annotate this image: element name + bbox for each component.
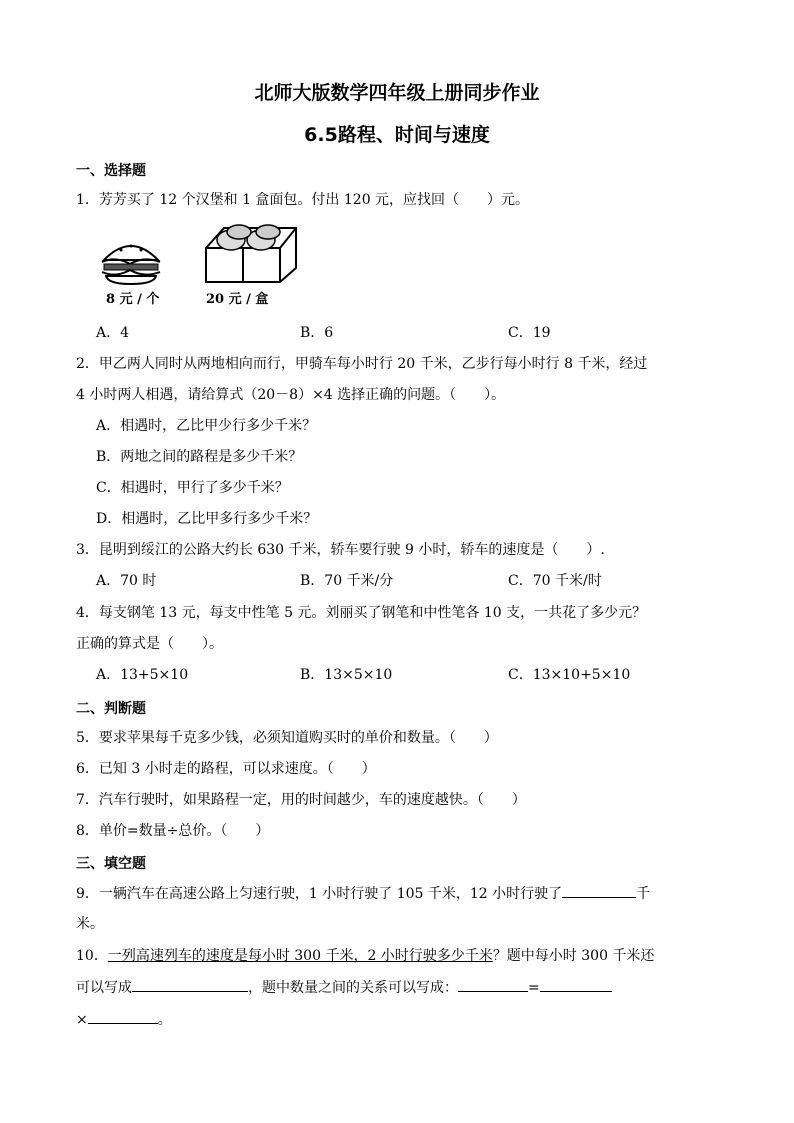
q1-option-c[interactable]: C．19 [508,325,551,341]
q3-option-a[interactable]: A．70 时 [96,573,157,589]
q10-blank-2[interactable] [458,977,528,992]
q4-option-a[interactable]: A．13+5×10 [96,667,189,683]
q4-option-b[interactable]: B．13×5×10 [300,667,393,683]
page-title: 北师大版数学四年级上册同步作业 [254,82,540,104]
q2-option-c[interactable]: C．相遇时，甲行了多少千米？ [96,480,289,496]
question-2-line-1: 2．甲乙两人同时从两地相向而行，甲骑车每小时行 20 千米，乙步行每小时行 8 千米，经过 [76,356,648,372]
q1-option-b[interactable]: B．6 [300,325,334,341]
q10-number: 10． [76,948,108,964]
question-5: 5．要求苹果每千克多少钱，必须知道购买时的单价和数量。（ ） [76,730,498,746]
question-10-line-2 [76,977,612,998]
question-7: 7．汽车行驶时，如果路程一定，用的时间越少，车的速度越快。（ ） [76,792,526,808]
q10-blank-4[interactable] [88,1009,158,1024]
q3-option-c[interactable]: C．70 千米/时 [508,573,602,589]
q10-text-b: ，题中数量之间的关系可以写成： [248,980,458,996]
q1-illustration [96,220,306,310]
bread-price-label: 20 元 / 盒 [206,292,269,307]
question-4-line-1: 4．每支钢笔 13 元，每支中性笔 5 元。刘丽买了钢笔和中性笔各 10 支，一共花了多少元？ [76,605,647,621]
q10-equals: = [528,980,540,996]
question-9-line-2: 米。 [76,916,104,932]
question-4-line-2: 正确的算式是（ ）。 [76,636,223,652]
q1-option-a[interactable]: A．4 [96,325,130,341]
section-fill: 三、填空题 [76,856,146,872]
page-subtitle: 6.5路程、时间与速度 [304,124,490,146]
burger-icon [102,245,160,285]
section-judge: 二、判断题 [76,701,146,717]
q10-times: × [76,1012,88,1028]
q10-text-rest: ？题中每小时 300 千米还 [492,948,655,964]
q3-option-b[interactable]: B．70 千米/分 [300,573,394,589]
q2-option-a[interactable]: A．相遇时，乙比甲少行多少千米？ [96,418,317,434]
question-10-line-1 [76,946,654,966]
q2-option-d[interactable]: D．相遇时，乙比甲多行多少千米？ [96,511,318,527]
q10-underlined-text: 一列高速列车的速度是每小时 300 千米，2 小时行驶多少千米 [107,948,493,964]
q10-text-a: 可以写成 [76,980,132,996]
question-2-line-2: 4 小时两人相遇，请给算式（20－8）×4 选择正确的问题。（ ）。 [76,387,506,403]
q10-blank-1[interactable] [132,977,248,992]
question-6: 6．已知 3 小时走的路程，可以求速度。（ ） [76,761,376,777]
q2-option-b[interactable]: B．两地之间的路程是多少千米？ [96,449,303,465]
q9-text: 9．一辆汽车在高速公路上匀速行驶，1 小时行驶了 105 千米，12 小时行驶了 [76,886,563,902]
q10-end: 。 [157,1012,172,1028]
q9-answer-blank[interactable] [562,883,636,898]
question-3: 3．昆明到绥江的公路大约长 630 千米，轿车要行驶 9 小时，轿车的速度是（ ）. [76,542,605,558]
question-10-line-3 [76,1009,172,1030]
q4-option-c[interactable]: C．13×10+5×10 [508,667,631,683]
bread-box-icon [206,225,296,282]
question-1: 1．芳芳买了 12 个汉堡和 1 盒面包。付出 120 元，应找回（ ）元。 [76,192,530,208]
q10-blank-3[interactable] [540,977,612,992]
question-9-line-1 [76,883,650,904]
q9-unit: 千 [636,886,651,902]
section-choice: 一、选择题 [76,163,146,179]
question-8: 8．单价=数量÷总价。（ ） [76,823,270,839]
burger-price-label: 8 元 / 个 [106,292,160,307]
